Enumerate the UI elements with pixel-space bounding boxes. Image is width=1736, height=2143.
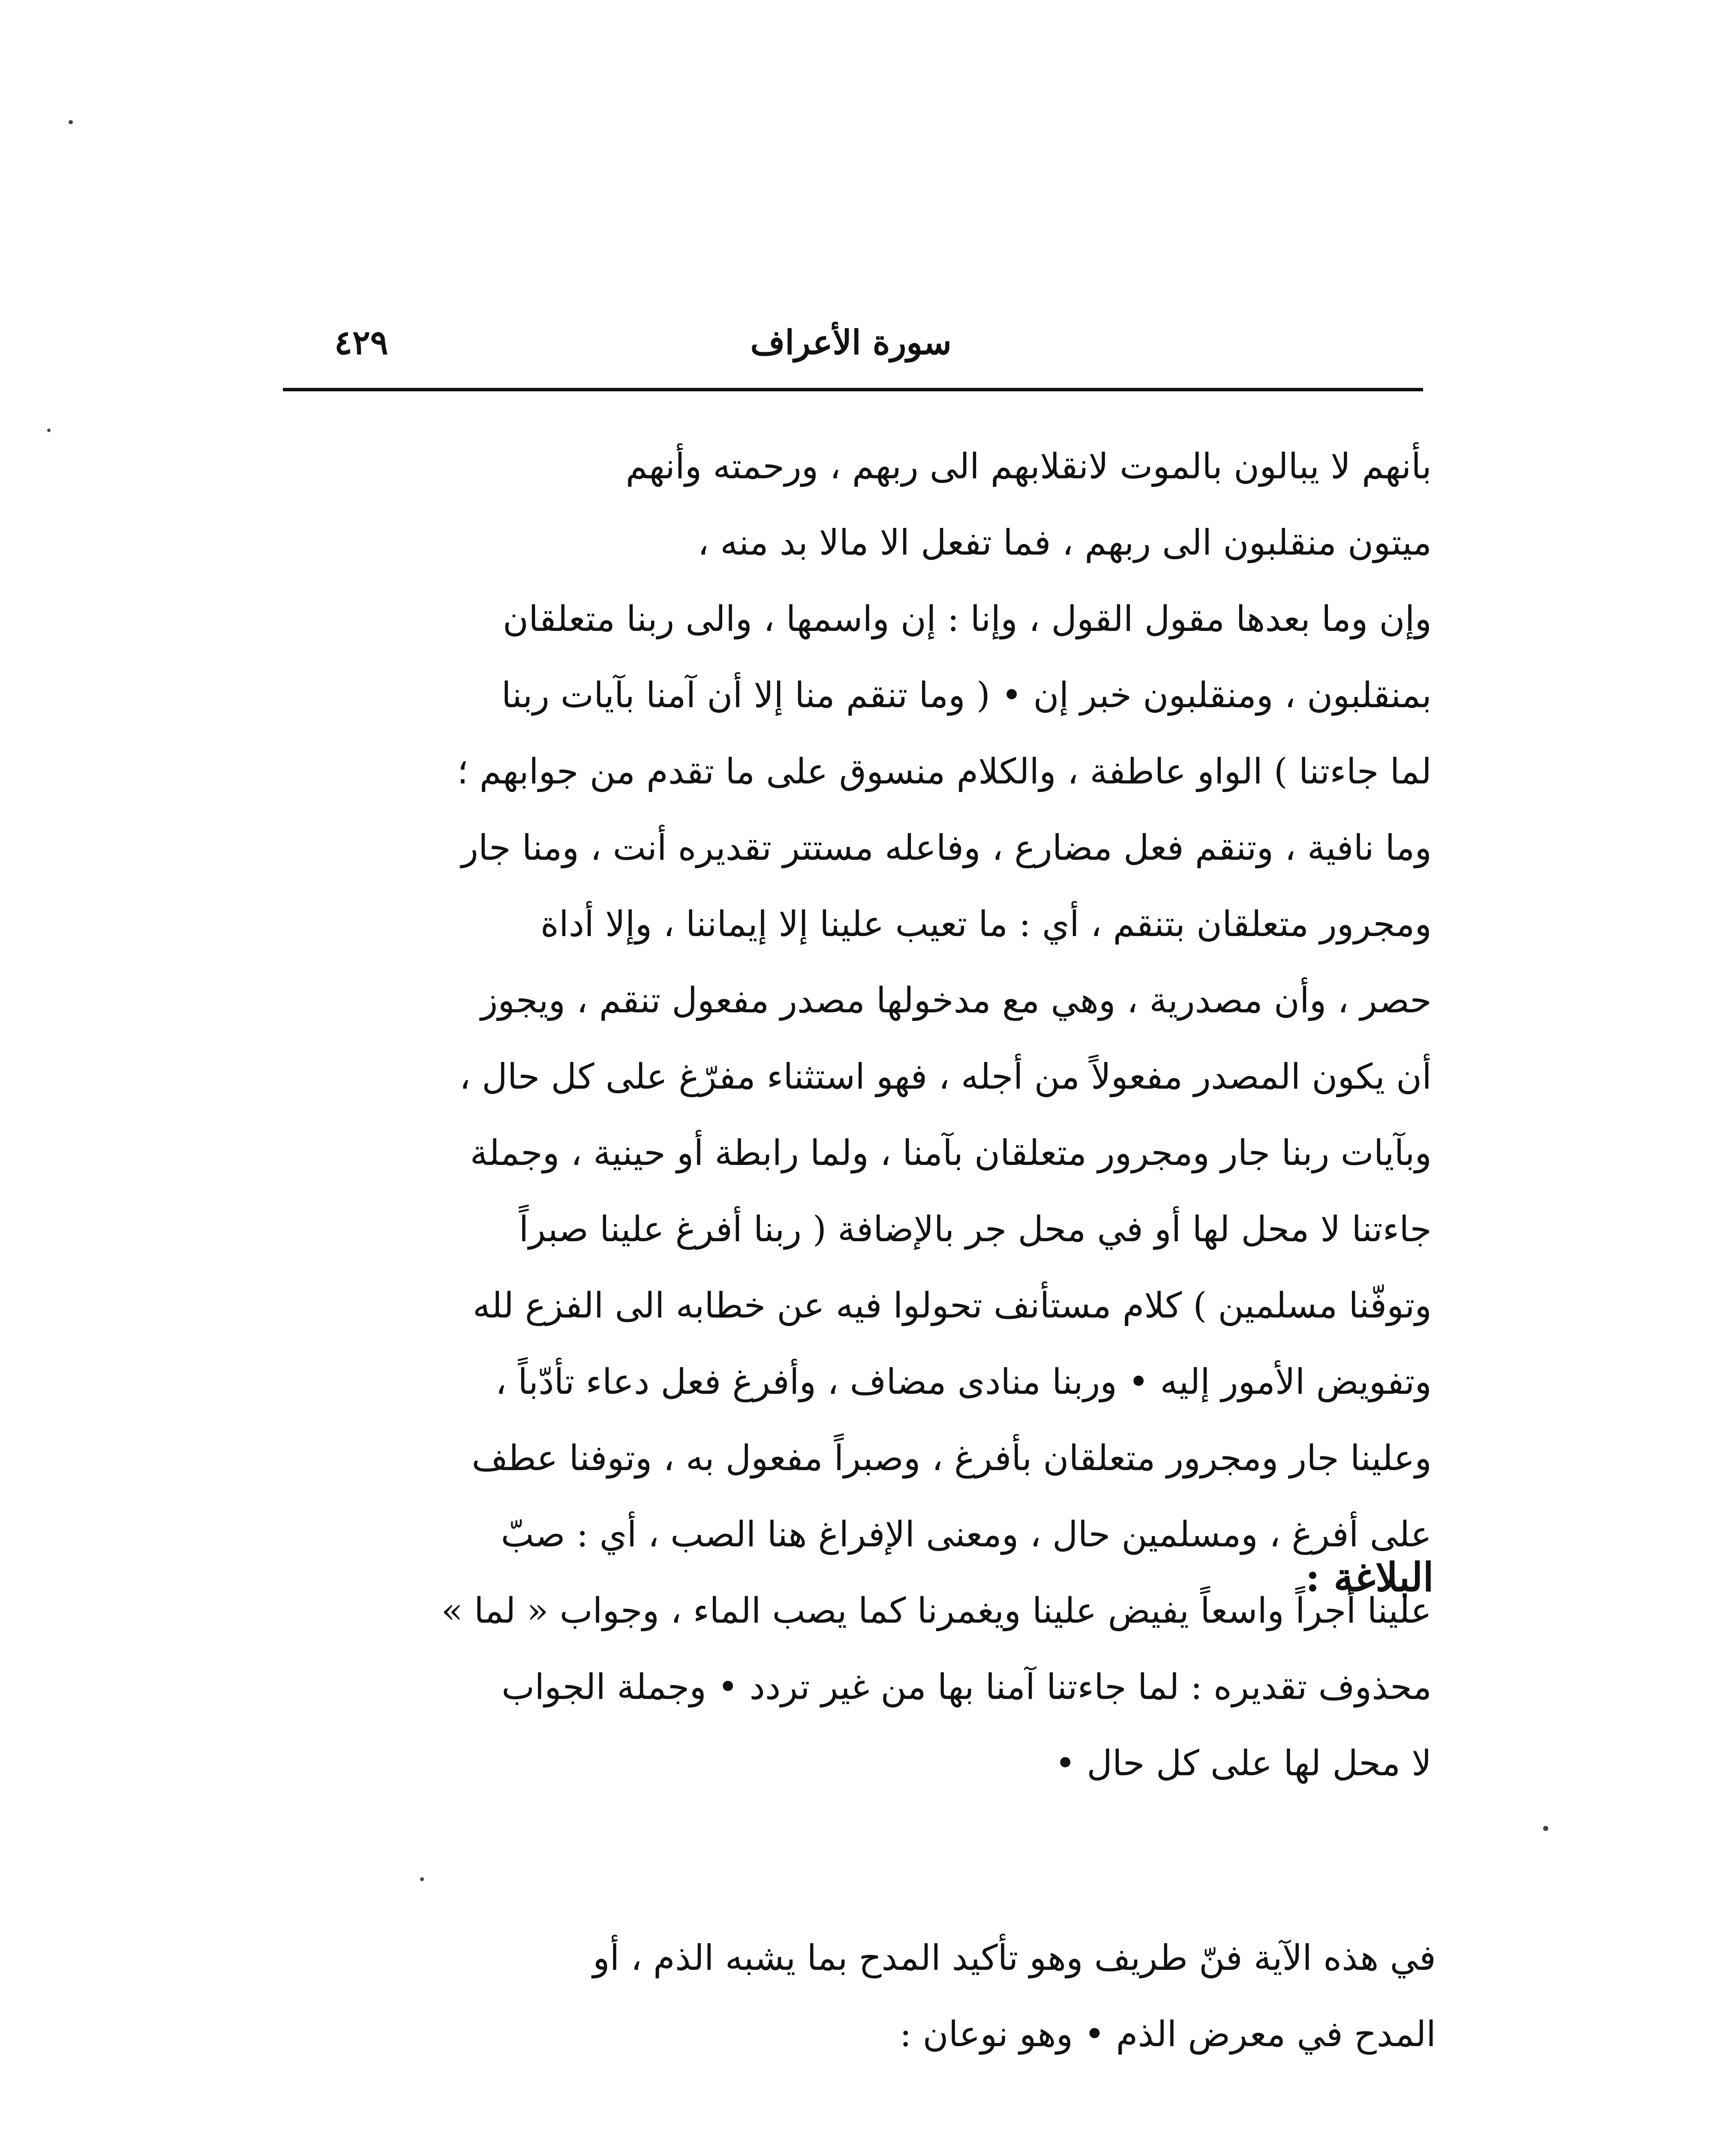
text-line (283, 2139, 1436, 2143)
text-line: وما نافية ، وتنقم فعل مضارع ، وفاعله مستتر تقديره أنت ، ومنا جار (461, 828, 1432, 868)
page-header (283, 317, 1423, 373)
text-line: المدح في معرض الذم • وهو نوعان : (899, 2014, 1436, 2055)
text-line: أن يكون المصدر مفعولاً من أجله ، فهو استثناء مفرّغ على كل حال ، (459, 1056, 1432, 1097)
text-line: ميتون منقلبون الى ربهم ، فما تفعل الا مالا بد منه ، (697, 522, 1432, 563)
main-paragraph (283, 429, 1432, 1802)
text-line: وبآيات ربنا جار ومجرور متعلقان بآمنا ، ولما رابطة أو حينية ، وجملة (470, 1133, 1432, 1174)
header-rule (283, 388, 1423, 391)
text-line: في هذه الآية فنّ طريف وهو تأكيد المدح بما يشبه الذم ، أو (592, 1938, 1436, 1978)
speck (1543, 1826, 1548, 1831)
text-line: وتفويض الأمور إليه • وربنا منادى مضاف ، وأفرغ فعل دعاء تأدّباً ، (495, 1362, 1432, 1402)
text-line: على أفرغ ، ومسلمين حال ، ومعنى الإفراغ هنا الصب ، أي : صبّ (501, 1514, 1432, 1555)
text-line: جاءتنا لا محل لها أو في محل جر بالإضافة ( ربنا أفرغ علينا صبراً (519, 1209, 1432, 1250)
speck (420, 1877, 424, 1881)
numbered-item (283, 2139, 1436, 2143)
page-number: ٤٢٩ (334, 323, 388, 362)
section-heading: البلاغة : (1305, 1554, 1434, 1600)
text-line: وعلينا جار ومجرور متعلقان بأفرغ ، وصبراً مفعول به ، وتوفنا عطف (472, 1438, 1432, 1479)
text-line: لما جاءتنا ) الواو عاطفة ، والكلام منسوق على ما تقدم من جوابهم ؛ (457, 751, 1432, 792)
speck (69, 120, 73, 124)
text-line: محذوف تقديره : لما جاءتنا آمنا بها من غير تردد • وجملة الجواب (502, 1667, 1432, 1708)
text-line: حصر ، وأن مصدرية ، وهي مع مدخولها مصدر مفعول تنقم ، ويجوز (481, 980, 1432, 1021)
text-line: بمنقلبون ، ومنقلبون خبر إن • ( وما تنقم منا إلا أن آمنا بآيات ربنا (501, 675, 1432, 716)
text-line: وإن وما بعدها مقول القول ، وإنا : إن واسمها ، والى ربنا متعلقان (502, 599, 1432, 639)
rhetoric-paragraph (283, 1920, 1436, 2073)
text-line: لا محل لها على كل حال • (1054, 1743, 1432, 1784)
text-line: بأنهم لا يبالون بالموت لانقلابهم الى ربهم ، ورحمته وأنهم (625, 446, 1432, 487)
text-line: علينا أجراً واسعاً يفيض علينا ويغمرنا كما يصب الماء ، وجواب « لما » (441, 1591, 1432, 1631)
text-line: وتوفّنا مسلمين ) كلام مستأنف تحولوا فيه عن خطابه الى الفزع لله (472, 1285, 1432, 1326)
text-line: ومجرور متعلقان بتنقم ، أي : ما تعيب علينا إلا إيماننا ، وإلا أداة (540, 904, 1432, 945)
speck (47, 429, 51, 432)
running-title: سورة الأعراف (750, 323, 952, 362)
